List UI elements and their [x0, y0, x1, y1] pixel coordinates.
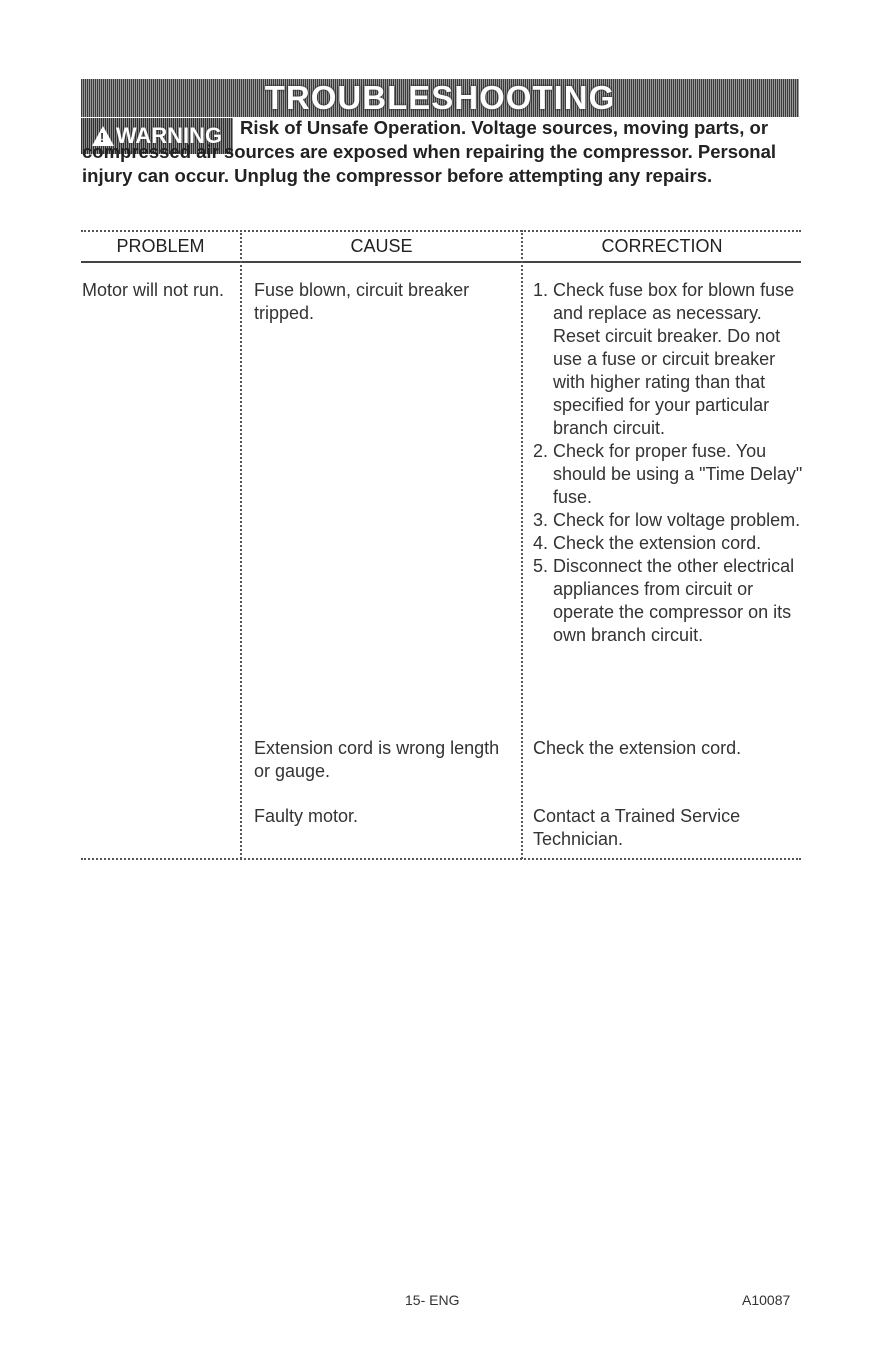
warning-text: Risk of Unsafe Operation. Voltage sources, moving parts, or compressed air sources are exposed when repairing the compressor. Personal injury can occur. Unplug the compressor before attempting any repairs.	[82, 117, 777, 186]
list-item: 4. Check the extension cord.	[533, 533, 762, 553]
correction-cell-1	[533, 279, 803, 647]
list-item: 2. Check for proper fuse. You should be using a "Time Delay" fuse.	[533, 441, 803, 507]
table-top-rule	[81, 230, 801, 232]
list-item: 1. Check fuse box for blown fuse and replace as necessary. Reset circuit breaker. Do not use a fuse or circuit breaker with higher rating than that specified for your particular branch circuit.	[533, 280, 795, 438]
table-bottom-rule	[81, 858, 801, 860]
problem-cell: Motor will not run.	[82, 280, 225, 300]
header-cause: CAUSE	[350, 236, 413, 256]
list-item: 5. Disconnect the other electrical appliances from circuit or operate the compressor on its own branch circuit.	[533, 556, 795, 645]
header-correction: CORRECTION	[601, 236, 723, 256]
document-code: A10087	[742, 1292, 791, 1308]
cause-cell-2: Extension cord is wrong length or gauge.	[254, 738, 500, 781]
correction-steps	[533, 279, 803, 647]
header-problem: PROBLEM	[116, 236, 205, 256]
cause-cell-3: Faulty motor.	[254, 806, 359, 826]
column-divider-1	[240, 230, 242, 859]
table-header-rule	[81, 261, 801, 263]
cause-cell-1: Fuse blown, circuit breaker tripped.	[254, 280, 470, 323]
correction-cell-2: Check the extension cord.	[533, 738, 742, 758]
warning-badge-label: WARNING	[115, 123, 223, 148]
correction-cell-3: Contact a Trained Service Technician.	[533, 806, 741, 849]
column-divider-2	[521, 230, 523, 859]
list-item: 3. Check for low voltage problem.	[533, 510, 801, 530]
banner-title: TROUBLESHOOTING	[264, 79, 616, 116]
troubleshooting-banner	[81, 79, 799, 117]
page-number: 15- ENG	[405, 1292, 460, 1308]
